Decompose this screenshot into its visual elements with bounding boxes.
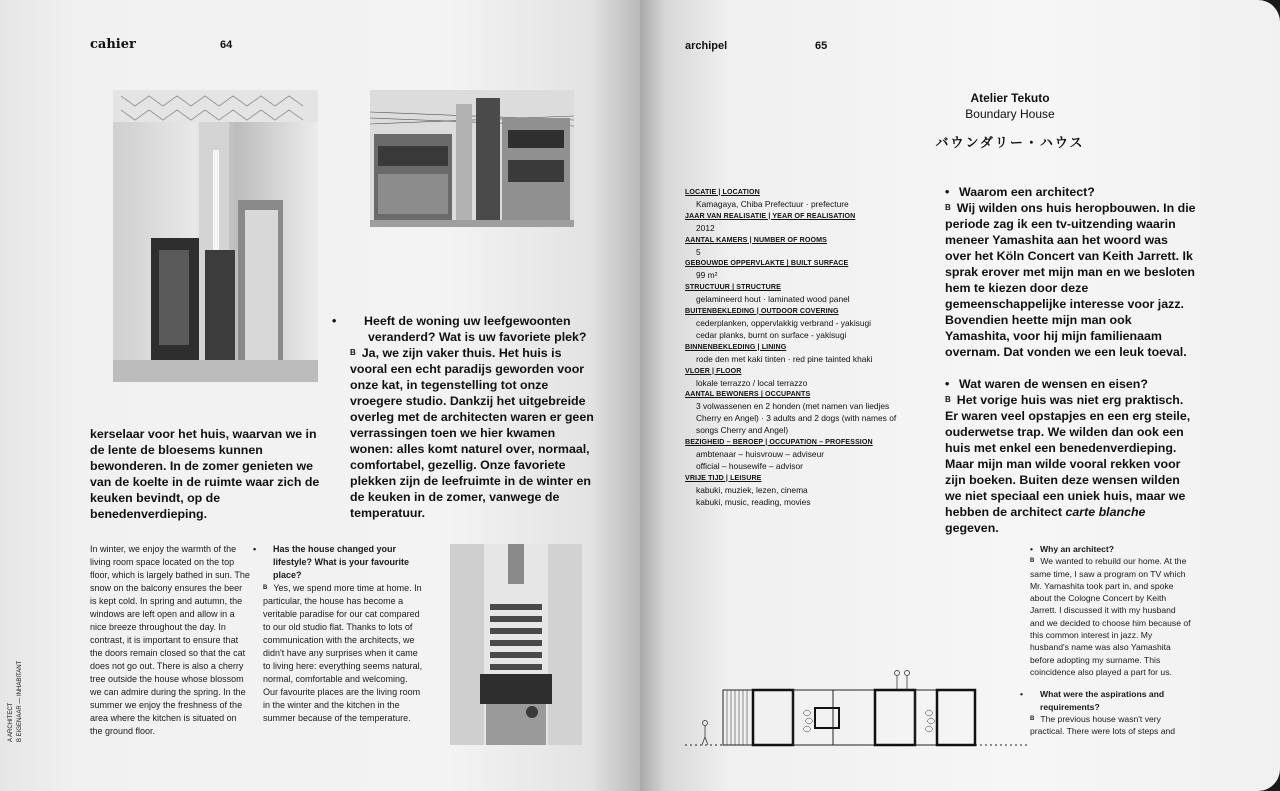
interior-photo-drawing: [113, 90, 318, 382]
house-elevation-drawing: [685, 665, 1030, 755]
bullet-icon: •: [332, 314, 337, 328]
dutch-text-col1: [90, 426, 330, 522]
info-surface: [685, 258, 910, 282]
info-value: ambtenaar – huisvrouw – adviseur: [696, 448, 825, 459]
info-value: 99 m²: [696, 270, 718, 281]
info-label: BUITENBEKLEDING | OUTDOOR COVERING: [685, 307, 839, 316]
info-label: JAAR VAN REALISATIE | YEAR OF REALISATION: [685, 211, 856, 220]
respondent-marker: B: [945, 203, 951, 212]
info-structure: [685, 282, 910, 306]
english-answer-text: The previous house wasn't very practical. There were lots of steps and: [1030, 713, 1176, 737]
info-lining: [685, 342, 910, 366]
english-answer-1: [1030, 555, 1192, 678]
info-label: LOCATIE | LOCATION: [685, 188, 760, 196]
info-value: lokale terrazzo / local terrazzo: [696, 377, 808, 388]
elevation-svg: [685, 665, 1030, 755]
staircase-photo: [450, 544, 582, 745]
info-value: gelamineerd hout · laminated wood panel: [696, 294, 850, 305]
dutch-question-text: Wat waren de wensen en eisen?: [959, 377, 1148, 391]
running-title: archipel: [685, 40, 728, 52]
english-answer-2: [1030, 713, 1192, 738]
english-question-text: Why an architect?: [1040, 544, 1115, 554]
info-year: [685, 211, 910, 235]
info-label: VRIJE TIJD | LEISURE: [685, 473, 762, 482]
info-floor: [685, 366, 910, 390]
architect-name: Atelier Tekuto: [970, 91, 1050, 105]
info-label: BEZIGHEID – BEROEP | OCCUPATION – PROFESSION: [685, 438, 873, 447]
bullet-icon: •: [945, 185, 950, 199]
info-value: 5: [696, 246, 701, 257]
info-value: rode den met kaki tinten · red pine tainted khaki: [696, 353, 873, 364]
dutch-answer-end: gegeven.: [945, 521, 999, 535]
dutch-answer-2: [945, 392, 1197, 536]
info-value: Kamagaya, Chiba Prefectuur · prefecture: [696, 198, 849, 209]
dutch-question-text: Heeft de woning uw leefgewoonten veranderd? Wat is uw favoriete plek?: [364, 314, 587, 344]
info-label: BINNENBEKLEDING | LINING: [685, 342, 787, 351]
info-value: kabuki, muziek, lezen, cinema: [696, 484, 808, 495]
info-value-english: cedar planks, burnt on surface - yakisugi: [696, 329, 847, 340]
dutch-answer-text: Het vorige huis was niet erg praktisch. Er waren veel opstapjes en een erg steile, ouderwetse trap. We wilden dan ook een huis met enkel een benedenverdieping. Maar mijn man wilde vooral rekken voor zijn boeken. Buiten deze wensen wilden we niet speciaal een uniek huis, maar we hebben de architect: [945, 393, 1191, 519]
bullet-icon: •: [253, 544, 257, 554]
dutch-answer-italic: carte blanche: [1065, 505, 1146, 519]
info-label: VLOER | FLOOR: [685, 366, 742, 375]
info-outdoor-covering: [685, 306, 910, 342]
info-value-english: kabuki, music, reading, movies: [696, 496, 811, 507]
info-value: 2012: [696, 222, 715, 233]
english-question-2: [1020, 688, 1192, 713]
respondent-marker: B: [263, 585, 268, 591]
dutch-answer-text: Ja, we zijn vaker thuis. Het huis is vooral een echt paradijs geworden voor onze kat, in tegenstelling tot onze vroegere studio. Dankzij het uitgebreide overleg met de architecten waren er geen verrassingen toen we hier kwamen wonen: alles komt naturel over, normaal, comfortabel, gezellig. Onze favoriete plekken zijn de leefruimte in de winter en de keuken in de zomer, vanwege de temperatuur.: [350, 346, 594, 520]
english-question-1: [1030, 543, 1192, 555]
english-question-text: Has the house changed your lifestyle? What is your favourite place?: [273, 544, 410, 580]
interior-photo: [113, 90, 318, 382]
dutch-question-1: [945, 184, 1197, 200]
info-occupants: [685, 389, 910, 437]
project-name: Boundary House: [965, 107, 1055, 121]
respondent-marker: B: [350, 348, 356, 357]
info-leisure: [685, 473, 910, 509]
dutch-answer: [350, 345, 595, 521]
english-answer-text: We wanted to rebuild our home. At the same time, I saw a program on TV which Mr. Yamashita took part in, and spoke about the Cologne Concert by Keith Jarrett. I discussed it with my husband and we decided to choose him because of this common interest in jazz. My husband's name was also Yamashita before adopting my surname. This coincidence also played a part for us.: [1030, 556, 1191, 677]
page-number: 65: [815, 40, 828, 52]
dutch-question: [332, 313, 595, 345]
project-name-japanese: バウンダリー・ハウス: [935, 136, 1085, 151]
info-occupation: [685, 437, 910, 473]
dutch-answer-1: [945, 200, 1197, 360]
info-location: [685, 187, 910, 211]
street-photo: [370, 90, 574, 227]
english-text-col2: [253, 543, 423, 725]
english-question: [253, 543, 423, 582]
respondent-marker: B: [945, 395, 951, 404]
running-title: cahier: [90, 37, 136, 52]
english-paragraph: In winter, we enjoy the warmth of the living room space located on the top floor, which is largely bathed in sun. The snow on the balcony ensures the beer is kept cold. In spring and autumn, the windows are left open and allow in a nice breeze throughout the day. In contrast, it is important to ensure that the doors remain closed so that the cat does not go out. There is also a cherry tree outside the house whose blossom we can admire during the spring. In the summer we enjoy the freshness of the area where the kitchen is situated on the ground floor.: [90, 544, 250, 736]
bullet-icon: •: [945, 377, 950, 391]
english-answer-text: Yes, we spend more time at home. In particular, the house has become a veritable paradise for our cat compared to our old studio flat. Thanks to lots of communication with the architects, we didn't have any surprises when it came to living here: everything seems natural, normal, comfortable and welcoming. Our favourite places are the living room in the winter and the kitchen in the summer because of the temperature.: [263, 583, 423, 723]
right-page: [640, 0, 1280, 791]
dutch-text-col2: [332, 313, 595, 521]
dutch-answer-text: Wij wilden ons huis heropbouwen. In die periode zag ik een tv-uitzending waarin meneer Yamashita aan het woord was over het Köln Concert van Keith Jarrett. Ik sprak erover met mijn man en we besloten hem te kiezen door deze gemeenschappelijke interesse voor jazz. Bovendien heette mijn man ook Yamashita, voor hij mijn familienaam overnam. Dat vonden we een leuk toeval.: [945, 201, 1196, 359]
project-info-block: [685, 187, 910, 508]
english-question-text: What were the aspirations and requirements?: [1040, 689, 1165, 712]
info-value: cederplanken, oppervlakkig verbrand - yakisugi: [696, 317, 872, 328]
dutch-interview: [945, 184, 1197, 536]
staircase-photo-drawing: [450, 544, 582, 745]
side-legend-b: B EIGENAAR — INHABITANT: [17, 660, 23, 742]
info-value-english: official – housewife – advisor: [696, 460, 803, 471]
dutch-question-2: [945, 376, 1197, 392]
info-label: STRUCTUUR | STRUCTURE: [685, 283, 781, 292]
info-rooms: [685, 235, 910, 259]
bullet-icon: •: [1020, 689, 1024, 700]
street-photo-drawing: [370, 90, 574, 227]
english-answer: [263, 582, 423, 725]
side-legend-a: A ARCHITECT: [8, 702, 14, 742]
info-label: GEBOUWDE OPPERVLAKTE | BUILT SURFACE: [685, 259, 849, 268]
info-label: AANTAL BEWONERS | OCCUPANTS: [685, 390, 811, 399]
info-value: 3 volwassenen en 2 honden (met namen van liedjes Cherry en Angel) · 3 adults and 2 dogs (with names of songs Cherry and Angel): [696, 401, 897, 436]
project-header: [840, 90, 1180, 151]
respondent-marker: B: [1030, 715, 1035, 722]
bullet-icon: •: [1030, 544, 1034, 554]
dutch-paragraph: kerselaar voor het huis, waarvan we in de lente de bloesems kunnen bewonderen. In de zomer genieten we van de koelte in de ruimte waar zich de keuken bevindt, op de benedenverdieping.: [90, 427, 320, 521]
english-text-col1: [90, 543, 250, 738]
dutch-question-text: Waarom een architect?: [959, 185, 1095, 199]
english-interview: [1020, 543, 1192, 737]
respondent-marker: B: [1030, 558, 1035, 565]
info-label: AANTAL KAMERS | NUMBER OF ROOMS: [685, 235, 827, 244]
page-number: 64: [220, 39, 233, 51]
